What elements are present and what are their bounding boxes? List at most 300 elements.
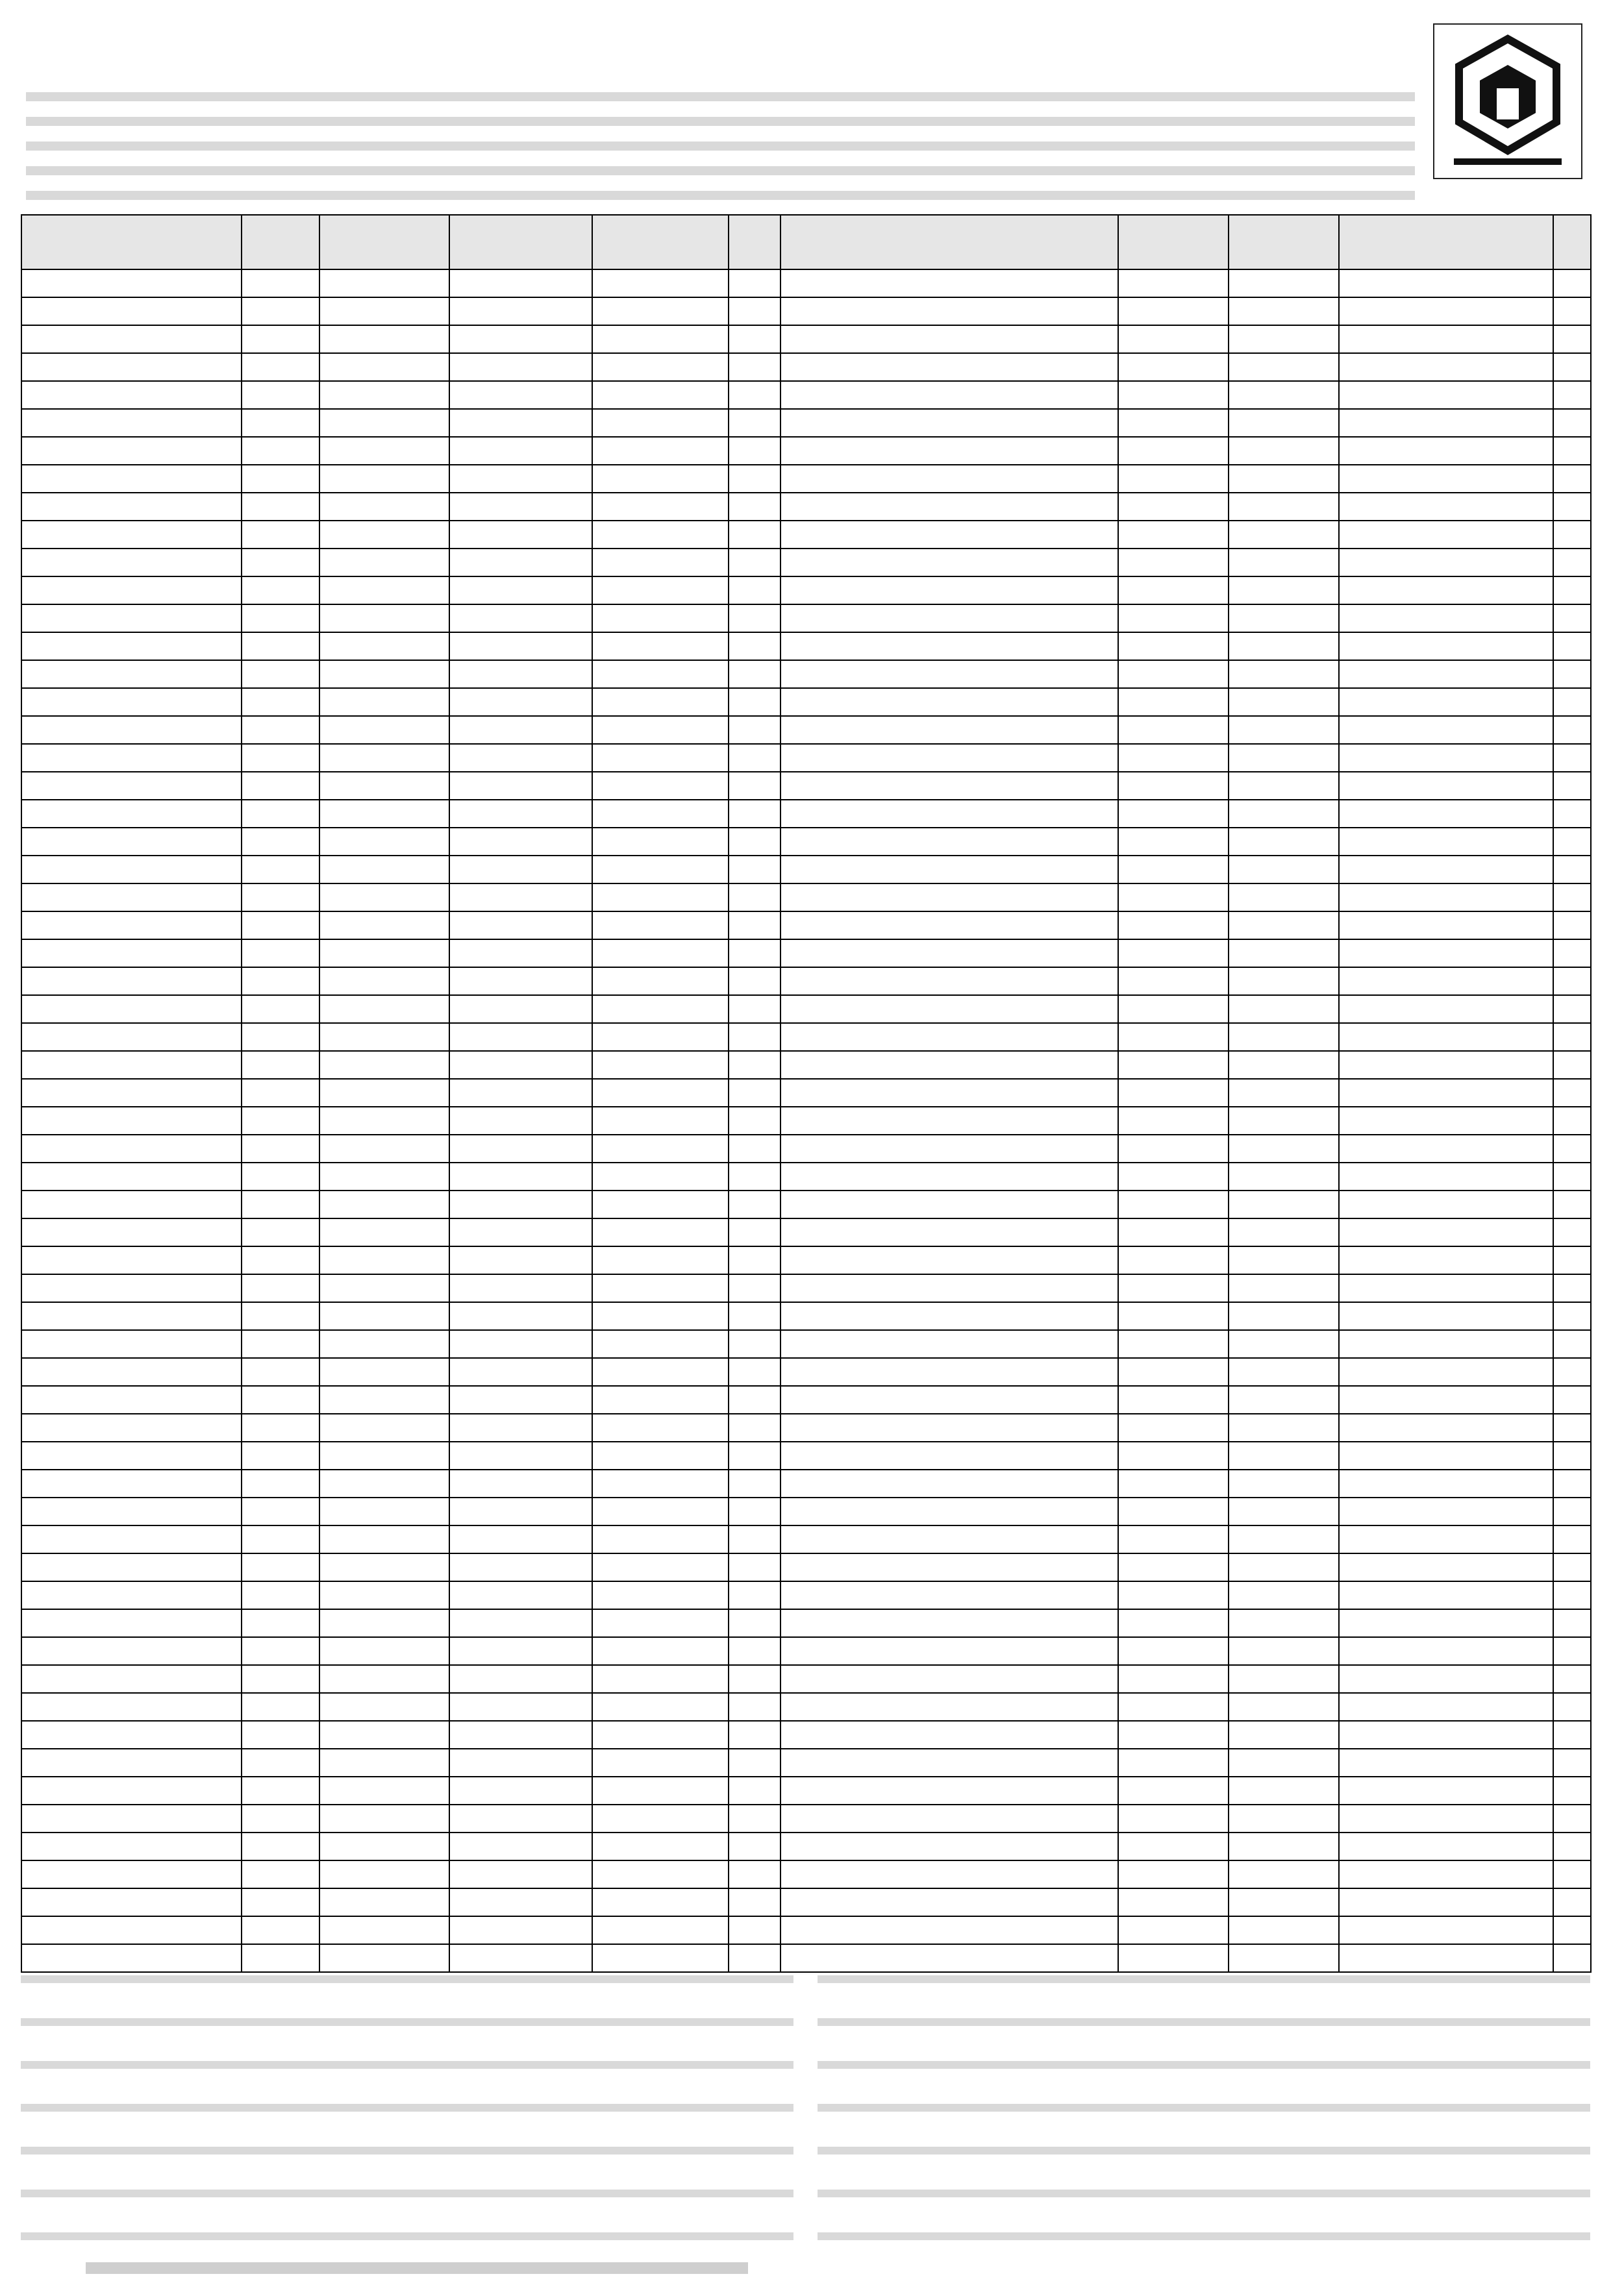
- table-cell: [319, 967, 449, 995]
- footer-text-placeholder: [86, 2262, 748, 2274]
- table-row: [21, 856, 1591, 883]
- table-cell: [21, 1609, 242, 1637]
- note-text-placeholder: [21, 2061, 793, 2069]
- table-cell: [449, 325, 592, 353]
- table-cell: [1553, 549, 1591, 576]
- table-cell: [1229, 1721, 1339, 1749]
- notes-section: [21, 1947, 1590, 2243]
- table-cell: [1553, 1358, 1591, 1386]
- table-cell: [319, 1609, 449, 1637]
- table-cell: [242, 1274, 319, 1302]
- table-cell: [781, 660, 1118, 688]
- table-cell: [781, 1107, 1118, 1135]
- table-cell: [1229, 1498, 1339, 1525]
- table-cell: [449, 493, 592, 521]
- table-cell: [1229, 856, 1339, 883]
- table-cell: [1339, 1274, 1553, 1302]
- table-cell: [449, 1470, 592, 1498]
- table-cell: [1229, 660, 1339, 688]
- table-cell: [592, 1637, 729, 1665]
- table-cell: [1553, 576, 1591, 604]
- table-cell: [1553, 381, 1591, 409]
- table-cell: [21, 967, 242, 995]
- table-cell: [1553, 1777, 1591, 1805]
- table-cell: [1229, 716, 1339, 744]
- table-cell: [592, 1749, 729, 1777]
- table-cell: [1229, 1749, 1339, 1777]
- table-cell: [449, 381, 592, 409]
- table-cell: [781, 1358, 1118, 1386]
- table-cell: [1229, 549, 1339, 576]
- table-cell: [1118, 1302, 1229, 1330]
- table-cell: [319, 1749, 449, 1777]
- table-cell: [1229, 576, 1339, 604]
- table-cell: [1339, 828, 1553, 856]
- table-cell: [1118, 521, 1229, 549]
- table-cell: [592, 883, 729, 911]
- table-cell: [1118, 353, 1229, 381]
- table-cell: [729, 1777, 781, 1805]
- table-cell: [1553, 1274, 1591, 1302]
- table-cell: [592, 1833, 729, 1860]
- table-cell: [1553, 521, 1591, 549]
- table-cell: [242, 1107, 319, 1135]
- table-cell: [592, 493, 729, 521]
- table-cell: [729, 1525, 781, 1553]
- table-cell: [729, 1079, 781, 1107]
- table-row: [21, 1553, 1591, 1581]
- table-cell: [781, 1386, 1118, 1414]
- column-header: [319, 215, 449, 269]
- table-cell: [1118, 1916, 1229, 1944]
- table-cell: [729, 911, 781, 939]
- table-cell: [319, 772, 449, 800]
- table-cell: [592, 325, 729, 353]
- table-cell: [1229, 1553, 1339, 1581]
- table-cell: [592, 1218, 729, 1246]
- table-cell: [319, 269, 449, 297]
- logo: [1433, 23, 1582, 179]
- table-cell: [729, 353, 781, 381]
- table-cell: [319, 1107, 449, 1135]
- table-cell: [21, 437, 242, 465]
- table-cell: [781, 1163, 1118, 1191]
- table-cell: [1229, 604, 1339, 632]
- table-cell: [1118, 1665, 1229, 1693]
- table-cell: [592, 1358, 729, 1386]
- table-cell: [1229, 939, 1339, 967]
- table-cell: [449, 1498, 592, 1525]
- column-header: [242, 215, 319, 269]
- table-cell: [449, 1581, 592, 1609]
- table-row: [21, 1246, 1591, 1274]
- table-cell: [1229, 1442, 1339, 1470]
- table-cell: [781, 1805, 1118, 1833]
- table-cell: [592, 1888, 729, 1916]
- table-cell: [1229, 437, 1339, 465]
- table-row: [21, 604, 1591, 632]
- table-cell: [1229, 800, 1339, 828]
- table-cell: [242, 995, 319, 1023]
- table-cell: [242, 772, 319, 800]
- table-cell: [592, 1470, 729, 1498]
- column-header: [21, 215, 242, 269]
- table-cell: [242, 1777, 319, 1805]
- table-cell: [1339, 1163, 1553, 1191]
- table-cell: [449, 1302, 592, 1330]
- table-cell: [449, 939, 592, 967]
- table-cell: [21, 1246, 242, 1274]
- table-cell: [449, 465, 592, 493]
- table-cell: [449, 995, 592, 1023]
- table-cell: [1229, 1581, 1339, 1609]
- table-cell: [1118, 604, 1229, 632]
- table-row: [21, 1163, 1591, 1191]
- table-cell: [242, 1163, 319, 1191]
- table-cell: [242, 1079, 319, 1107]
- note-text-placeholder: [21, 2018, 793, 2026]
- table-cell: [729, 521, 781, 549]
- table-cell: [592, 1414, 729, 1442]
- table-cell: [1339, 381, 1553, 409]
- table-cell: [319, 744, 449, 772]
- table-cell: [1553, 409, 1591, 437]
- table-cell: [319, 1414, 449, 1442]
- table-cell: [21, 604, 242, 632]
- table-cell: [1553, 1386, 1591, 1414]
- table-cell: [1229, 632, 1339, 660]
- table-cell: [21, 576, 242, 604]
- table-cell: [781, 1079, 1118, 1107]
- table-cell: [1118, 549, 1229, 576]
- table-cell: [729, 1498, 781, 1525]
- table-cell: [449, 1833, 592, 1860]
- table-cell: [729, 1051, 781, 1079]
- table-cell: [1118, 1553, 1229, 1581]
- table-cell: [21, 1860, 242, 1888]
- table-cell: [449, 967, 592, 995]
- table-cell: [1118, 576, 1229, 604]
- table-cell: [1229, 1386, 1339, 1414]
- table-cell: [1553, 995, 1591, 1023]
- table-cell: [592, 1330, 729, 1358]
- table-cell: [592, 297, 729, 325]
- table-cell: [781, 297, 1118, 325]
- table-cell: [1229, 911, 1339, 939]
- table-cell: [1553, 1665, 1591, 1693]
- table-cell: [1553, 325, 1591, 353]
- table-cell: [781, 856, 1118, 883]
- table-row: [21, 716, 1591, 744]
- table-cell: [1553, 1302, 1591, 1330]
- table-cell: [242, 549, 319, 576]
- table-row: [21, 1135, 1591, 1163]
- table-cell: [1553, 1721, 1591, 1749]
- table-cell: [781, 716, 1118, 744]
- column-header: [1339, 215, 1553, 269]
- table-cell: [449, 828, 592, 856]
- table-cell: [1553, 1330, 1591, 1358]
- table-cell: [319, 1135, 449, 1163]
- table-cell: [1229, 269, 1339, 297]
- table-cell: [242, 939, 319, 967]
- table-cell: [781, 1414, 1118, 1442]
- table-cell: [319, 883, 449, 911]
- note-text-placeholder: [21, 2104, 793, 2112]
- table-cell: [21, 549, 242, 576]
- table-cell: [1339, 1358, 1553, 1386]
- table-cell: [1229, 967, 1339, 995]
- table-cell: [729, 1414, 781, 1442]
- table-cell: [592, 409, 729, 437]
- table-cell: [592, 1023, 729, 1051]
- table-cell: [449, 1218, 592, 1246]
- table-cell: [1118, 967, 1229, 995]
- table-cell: [242, 381, 319, 409]
- table-header-row: [21, 215, 1591, 269]
- table-cell: [1553, 1191, 1591, 1218]
- table-cell: [1339, 353, 1553, 381]
- table-cell: [21, 1386, 242, 1414]
- table-cell: [242, 1246, 319, 1274]
- table-cell: [1118, 883, 1229, 911]
- table-cell: [1339, 465, 1553, 493]
- table-cell: [592, 381, 729, 409]
- table-cell: [1339, 967, 1553, 995]
- table-cell: [319, 1274, 449, 1302]
- table-cell: [242, 744, 319, 772]
- table-cell: [729, 883, 781, 911]
- table-cell: [1553, 800, 1591, 828]
- table-cell: [319, 688, 449, 716]
- column-header: [1553, 215, 1591, 269]
- table-cell: [1118, 297, 1229, 325]
- table-cell: [1553, 1218, 1591, 1246]
- table-cell: [1553, 493, 1591, 521]
- column-header: [729, 215, 781, 269]
- table-cell: [1553, 828, 1591, 856]
- table-cell: [1229, 1525, 1339, 1553]
- table-cell: [21, 995, 242, 1023]
- table-cell: [449, 1777, 592, 1805]
- table-cell: [781, 1916, 1118, 1944]
- table-cell: [1339, 604, 1553, 632]
- table-cell: [781, 800, 1118, 828]
- table-cell: [242, 465, 319, 493]
- table-cell: [729, 744, 781, 772]
- note-item: [21, 1990, 793, 2012]
- table-cell: [781, 1274, 1118, 1302]
- table-cell: [449, 1609, 592, 1637]
- note-item: [21, 1947, 793, 1969]
- table-cell: [449, 911, 592, 939]
- table-cell: [319, 353, 449, 381]
- table-cell: [781, 1860, 1118, 1888]
- table-cell: [319, 660, 449, 688]
- table-cell: [1553, 269, 1591, 297]
- table-cell: [1339, 1805, 1553, 1833]
- table-cell: [781, 1135, 1118, 1163]
- table-cell: [781, 1553, 1118, 1581]
- table-cell: [21, 828, 242, 856]
- table-cell: [242, 856, 319, 883]
- table-cell: [319, 1805, 449, 1833]
- table-cell: [449, 1693, 592, 1721]
- table-cell: [1553, 1888, 1591, 1916]
- table-cell: [21, 353, 242, 381]
- table-cell: [319, 576, 449, 604]
- table-cell: [319, 1637, 449, 1665]
- table-cell: [729, 1023, 781, 1051]
- table-cell: [592, 828, 729, 856]
- table-cell: [781, 744, 1118, 772]
- table-cell: [1118, 828, 1229, 856]
- table-cell: [729, 381, 781, 409]
- table-cell: [449, 1442, 592, 1470]
- table-cell: [1339, 632, 1553, 660]
- table-cell: [781, 1498, 1118, 1525]
- table-cell: [319, 1386, 449, 1414]
- table-cell: [781, 1833, 1118, 1860]
- table-cell: [1229, 1218, 1339, 1246]
- table-cell: [729, 772, 781, 800]
- column-header: [449, 215, 592, 269]
- table-cell: [449, 1246, 592, 1274]
- table-cell: [242, 1023, 319, 1051]
- table-cell: [729, 409, 781, 437]
- table-row: [21, 1274, 1591, 1302]
- table-cell: [781, 911, 1118, 939]
- table-row: [21, 1498, 1591, 1525]
- table-cell: [729, 688, 781, 716]
- table-cell: [1553, 883, 1591, 911]
- table-cell: [592, 1246, 729, 1274]
- table-cell: [21, 1358, 242, 1386]
- table-cell: [1339, 1386, 1553, 1414]
- table-cell: [21, 1693, 242, 1721]
- table-cell: [1553, 632, 1591, 660]
- table-cell: [1339, 995, 1553, 1023]
- table-cell: [781, 493, 1118, 521]
- table-cell: [592, 632, 729, 660]
- table-cell: [729, 576, 781, 604]
- table-cell: [592, 716, 729, 744]
- table-cell: [242, 967, 319, 995]
- table-cell: [729, 493, 781, 521]
- table-cell: [21, 1163, 242, 1191]
- table-cell: [449, 660, 592, 688]
- table-row: [21, 1051, 1591, 1079]
- table-cell: [592, 1498, 729, 1525]
- table-cell: [1118, 744, 1229, 772]
- table-cell: [449, 632, 592, 660]
- table-cell: [1553, 1442, 1591, 1470]
- table-row: [21, 353, 1591, 381]
- table-cell: [242, 1470, 319, 1498]
- table-cell: [1118, 632, 1229, 660]
- table-cell: [781, 1442, 1118, 1470]
- table-cell: [319, 1498, 449, 1525]
- table-row: [21, 1107, 1591, 1135]
- table-cell: [1553, 1163, 1591, 1191]
- table-cell: [1229, 1274, 1339, 1302]
- table-cell: [449, 1414, 592, 1442]
- table-row: [21, 1860, 1591, 1888]
- table-cell: [592, 856, 729, 883]
- table-cell: [21, 1833, 242, 1860]
- note-text-placeholder: [818, 1975, 1590, 1983]
- table-cell: [242, 660, 319, 688]
- table-cell: [1553, 297, 1591, 325]
- table-cell: [449, 744, 592, 772]
- table-cell: [592, 1609, 729, 1637]
- table-row: [21, 1609, 1591, 1637]
- table-cell: [1339, 1693, 1553, 1721]
- table-row: [21, 744, 1591, 772]
- table-cell: [1118, 325, 1229, 353]
- table-cell: [1118, 911, 1229, 939]
- table-cell: [1229, 1833, 1339, 1860]
- table-cell: [21, 1498, 242, 1525]
- table-cell: [1118, 1525, 1229, 1553]
- table-cell: [1339, 493, 1553, 521]
- table-cell: [1118, 1079, 1229, 1107]
- note-text-placeholder: [21, 1975, 793, 1983]
- table-cell: [1118, 939, 1229, 967]
- table-cell: [781, 576, 1118, 604]
- table-cell: [781, 1749, 1118, 1777]
- table-row: [21, 1693, 1591, 1721]
- table-cell: [1118, 856, 1229, 883]
- tender-table: [21, 214, 1592, 1973]
- table-cell: [21, 772, 242, 800]
- table-cell: [1118, 1860, 1229, 1888]
- table-cell: [592, 911, 729, 939]
- table-cell: [1339, 1888, 1553, 1916]
- table-cell: [242, 604, 319, 632]
- table-cell: [592, 437, 729, 465]
- table-cell: [319, 1302, 449, 1330]
- table-cell: [1553, 1581, 1591, 1609]
- table-cell: [319, 995, 449, 1023]
- table-cell: [21, 409, 242, 437]
- table-cell: [781, 1777, 1118, 1805]
- table-cell: [592, 465, 729, 493]
- table-cell: [1339, 1414, 1553, 1442]
- table-cell: [449, 409, 592, 437]
- column-header: [592, 215, 729, 269]
- table-cell: [242, 325, 319, 353]
- table-cell: [781, 1693, 1118, 1721]
- table-cell: [1339, 1916, 1553, 1944]
- table-cell: [449, 1525, 592, 1553]
- table-cell: [242, 409, 319, 437]
- table-cell: [1553, 1051, 1591, 1079]
- table-cell: [242, 1330, 319, 1358]
- table-cell: [592, 353, 729, 381]
- table-cell: [1118, 1163, 1229, 1191]
- table-cell: [781, 1888, 1118, 1916]
- table-cell: [21, 1414, 242, 1442]
- table-cell: [1229, 1302, 1339, 1330]
- table-cell: [592, 744, 729, 772]
- table-cell: [449, 353, 592, 381]
- table-cell: [1553, 604, 1591, 632]
- table-cell: [1229, 1163, 1339, 1191]
- table-cell: [1553, 1498, 1591, 1525]
- table-cell: [1229, 1330, 1339, 1358]
- table-cell: [1553, 856, 1591, 883]
